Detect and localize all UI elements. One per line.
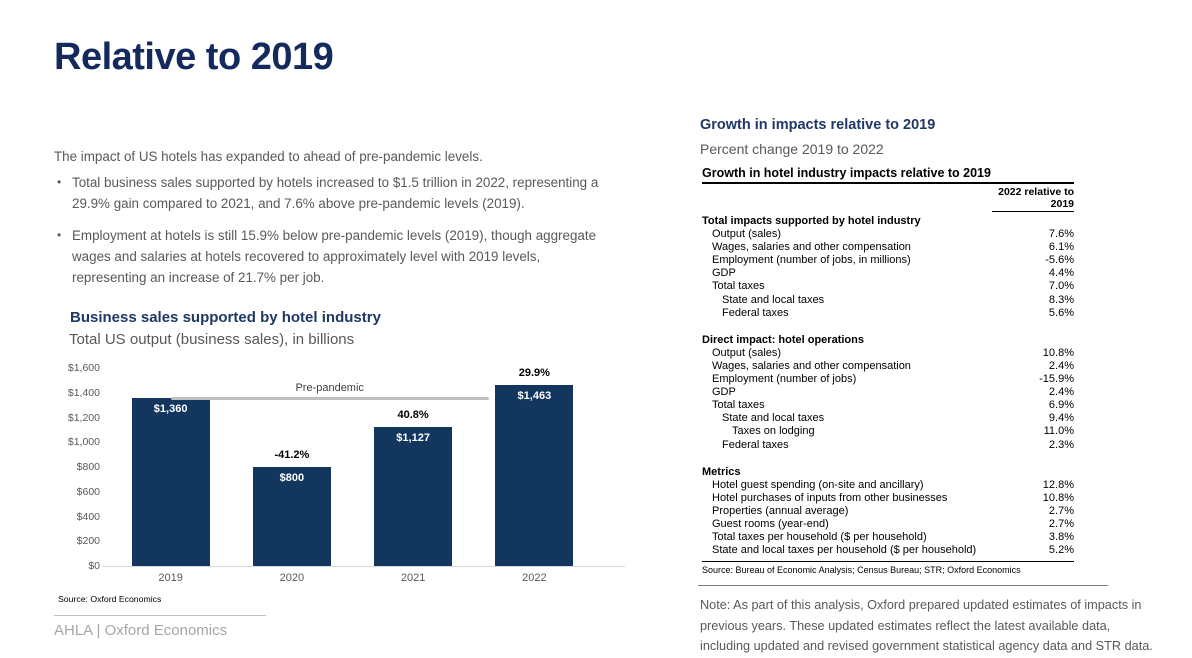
table-row — [702, 360, 1074, 373]
bullet-marker: • — [57, 228, 62, 242]
table-row-label: State and local taxes — [722, 293, 825, 306]
bar-pct-label: 40.8% — [397, 409, 429, 421]
table-row — [702, 241, 1074, 254]
table-row-value: 10.8% — [1042, 346, 1074, 359]
y-axis-tick-label: $1,200 — [67, 411, 100, 424]
x-axis-tick-label: 2019 — [158, 572, 183, 584]
y-axis-tick-label: $1,600 — [67, 362, 100, 374]
footer-brand: AHLA | Oxford Economics — [54, 622, 228, 639]
intro-text: The impact of US hotels has expanded to ahead of pre-pandemic levels. — [54, 149, 483, 164]
table-row-label: Total taxes — [712, 399, 765, 412]
table-row-value: 7.0% — [1048, 280, 1074, 293]
table-row-value: 3.8% — [1048, 531, 1074, 544]
y-axis-tick-label: $1,400 — [67, 386, 100, 399]
bar-value-label: $800 — [279, 472, 305, 484]
table-row-value: 6.1% — [1048, 241, 1074, 254]
bar-value-label: $1,360 — [153, 403, 188, 415]
bar-2021 — [374, 427, 452, 566]
table-row-label: Properties (annual average) — [712, 504, 849, 517]
table-row — [702, 505, 1074, 518]
column-header-line2: 2019 — [1050, 197, 1074, 210]
y-axis-tick-label: $200 — [76, 535, 100, 548]
table-row-value: 12.8% — [1042, 478, 1074, 491]
reference-line-label: Pre-pandemic — [295, 381, 364, 394]
table-row — [702, 425, 1074, 438]
bullet-item — [54, 225, 606, 288]
table-row-label: Output (sales) — [712, 228, 782, 241]
x-axis-tick-label: 2021 — [400, 572, 426, 584]
table-row-label: Wages, salaries and other compensation — [712, 359, 911, 372]
bar-value-label: $1,127 — [396, 432, 430, 444]
footer-divider — [54, 615, 266, 616]
table-row-value: 11.0% — [1043, 425, 1074, 438]
chart-title: Business sales supported by hotel industry — [70, 309, 381, 326]
table-row-label: GDP — [712, 386, 736, 399]
table-row — [702, 386, 1074, 399]
table-section-title — [702, 334, 1074, 347]
table-row-value: 9.4% — [1048, 412, 1074, 425]
table-row-value: 2.4% — [1048, 386, 1074, 399]
table-section-label: Direct impact: hotel operations — [702, 333, 864, 346]
table-row — [702, 373, 1074, 386]
table-section-label: Metrics — [702, 465, 741, 478]
table-row-value: 2.7% — [1048, 504, 1074, 517]
chart-subtitle: Total US output (business sales), in billions — [69, 331, 355, 348]
table-row-value: 5.6% — [1048, 306, 1074, 319]
table-row-label: Employment (number of jobs) — [712, 373, 857, 386]
note-text: Note: As part of this analysis, Oxford prepared updated estimates of impacts in previous years. These updated estimates reflect the latest available data, including updated and revised government statistical agency data and STR data. — [700, 598, 1153, 653]
x-axis-tick-label: 2022 — [522, 572, 547, 584]
bullet-item — [54, 172, 606, 214]
table-row — [702, 267, 1074, 280]
table-section-label: Total impacts supported by hotel industry — [702, 215, 921, 227]
table-row — [702, 439, 1074, 452]
table-row — [702, 492, 1074, 505]
table-row-value: 10.8% — [1042, 491, 1074, 504]
table-row — [702, 518, 1074, 531]
table-row-value: 6.9% — [1048, 399, 1074, 412]
bar-value-label: $1,463 — [517, 390, 552, 402]
table-row — [702, 254, 1074, 267]
table-row — [702, 479, 1074, 492]
table-row-value: 2.7% — [1048, 517, 1074, 530]
table-row-label: Output (sales) — [712, 346, 782, 359]
x-axis-tick-label: 2020 — [279, 572, 305, 584]
y-axis-tick-label: $400 — [76, 510, 100, 523]
table-row-label: Taxes on lodging — [732, 425, 815, 438]
table-section-title — [702, 466, 1074, 479]
table-section-title — [702, 215, 1074, 228]
bullet-list — [54, 172, 606, 299]
table-row-label: Total taxes — [712, 280, 765, 293]
chart-source: Source: Oxford Economics — [58, 594, 162, 604]
table-section-subheading: Percent change 2019 to 2022 — [700, 141, 884, 157]
table-row-label: Wages, salaries and other compensation — [712, 241, 911, 254]
y-axis-tick-label: $800 — [76, 461, 100, 473]
y-axis-tick-label: $600 — [76, 485, 100, 498]
bar-pct-label: 29.9% — [518, 367, 550, 379]
table-row-value: 4.4% — [1048, 267, 1074, 280]
reference-line — [171, 397, 489, 400]
table-row-value: 2.3% — [1048, 438, 1074, 451]
table-row-label: GDP — [712, 267, 736, 280]
table-row — [702, 531, 1074, 544]
table-row — [702, 280, 1074, 293]
note-divider — [698, 585, 1108, 586]
table-row — [702, 307, 1074, 320]
table-row-value: 5.2% — [1048, 544, 1074, 557]
table-source: Source: Bureau of Economic Analysis; Census Bureau; STR; Oxford Economics — [702, 561, 1074, 575]
table-row-value: 2.4% — [1048, 359, 1074, 372]
bullet-text: Total business sales supported by hotels increased to $1.5 trillion in 2022, representing a 29.9% gain compared to 2021, and 7.6% above pre-pandemic levels (2019). — [72, 175, 599, 211]
table-row-label: Federal taxes — [722, 438, 789, 451]
bar-chart — [54, 360, 634, 600]
table-row — [702, 228, 1074, 241]
column-header — [702, 184, 1074, 210]
chart-plot — [110, 368, 595, 566]
table-body — [702, 212, 1074, 557]
table-row — [702, 294, 1074, 307]
table-row-label: Total taxes per household ($ per household) — [712, 531, 927, 544]
table-row-label: Federal taxes — [722, 306, 789, 319]
table-row — [702, 347, 1074, 360]
column-header-line1: 2022 relative to — [998, 186, 1074, 198]
page-title: Relative to 2019 — [54, 36, 334, 78]
table-row-label: Employment (number of jobs, in millions) — [712, 254, 911, 267]
table-row-label: Hotel guest spending (on-site and ancillary) — [712, 478, 924, 491]
bullet-marker: • — [57, 175, 62, 189]
bullet-text: Employment at hotels is still 15.9% below pre-pandemic levels (2019), though aggregate wages and salaries at hotels recovered to approximately level with 2019 levels, representing an increase of 21.7% per job. — [72, 228, 597, 285]
table-row-value: -5.6% — [1045, 254, 1074, 267]
bar-2022 — [495, 385, 573, 566]
table-section-heading: Growth in impacts relative to 2019 — [700, 117, 936, 133]
x-axis-line — [103, 566, 625, 567]
bar-2019 — [132, 398, 210, 566]
table-row — [702, 544, 1074, 557]
table-row-value: 7.6% — [1048, 228, 1074, 241]
impact-table-title: Growth in hotel industry impacts relative to 2019 — [702, 166, 1074, 184]
table-row — [702, 399, 1074, 412]
y-axis-tick-label: $1,000 — [67, 436, 100, 449]
table-row-label: Guest rooms (year-end) — [712, 517, 829, 530]
table-row-label: Hotel purchases of inputs from other businesses — [712, 491, 948, 504]
table-row-label: State and local taxes — [722, 412, 825, 425]
bar-2020 — [253, 467, 331, 566]
y-axis-tick-label: $0 — [88, 560, 100, 572]
table-row-label: State and local taxes per household ($ per household) — [712, 544, 977, 557]
table-row — [702, 412, 1074, 425]
bar-pct-label: -41.2% — [274, 449, 310, 461]
table-row-value: 8.3% — [1048, 293, 1074, 306]
table-row-value: -15.9% — [1039, 373, 1074, 386]
impact-table — [702, 166, 1074, 575]
